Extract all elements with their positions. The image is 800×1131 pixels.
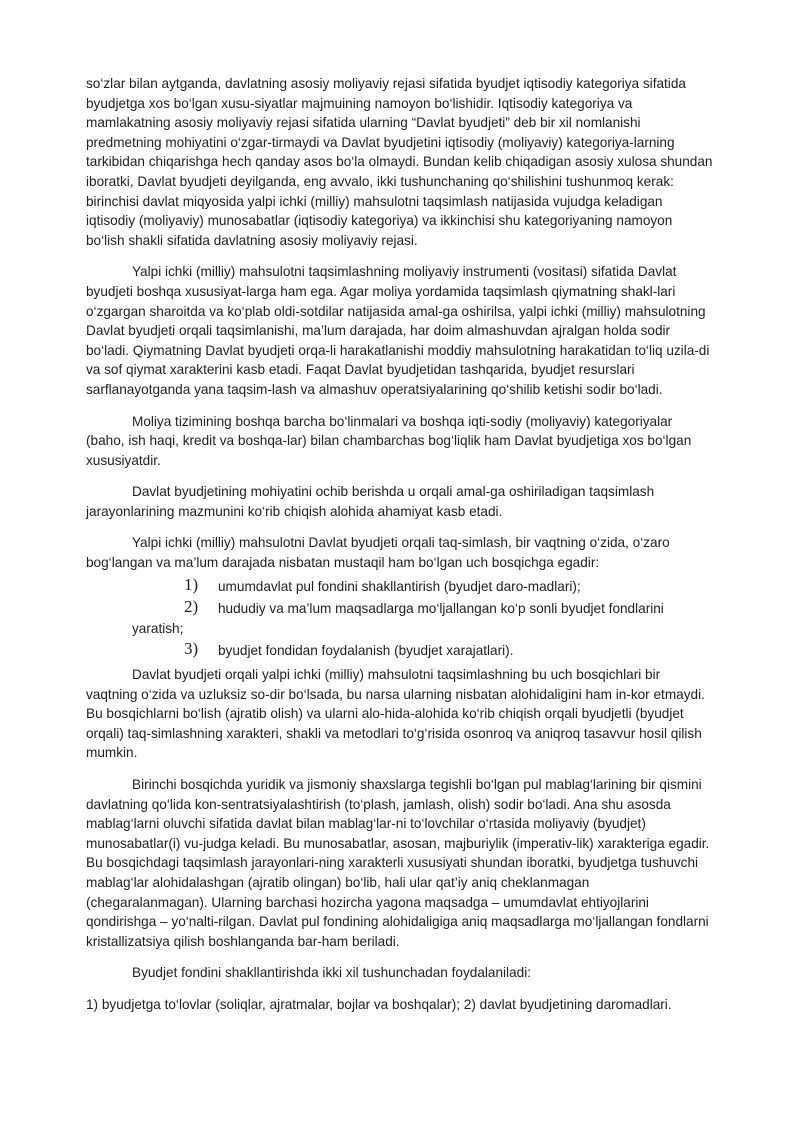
stage-list [86,574,714,661]
paragraph: so‘zlar bilan aytganda, davlatning asosiy moliyaviy rejasi sifatida byudjet iqtisodiy kategoriya sifatida byudjetga xos bo‘lgan xusu-siyatlar majmuining namoyon bo‘lishidir. Iqtisodiy kategoriya va mamlakatning asosiy moliyaviy rejasi sifatida ularning “Davlat byudjeti” deb bir xil nomlanishi predmetning mohiyatini o‘zgar-tirmaydi va Davlat byudjetini iqtisodiy (moliyaviy) kategoriya-larning tarkibidan chiqarishga hech qanday asos bo‘la olmaydi. Bundan kelib chiqadigan asosiy xulosa shundan iboratki, Davlat byudjeti deyilganda, eng avvalo, ikki tushunchaning qo‘shilishini tushunmoq kerak: birinchisi davlat miqyosida yalpi ichki (milliy) mahsulotni taqsimlash natijasida vujudga keladigan iqtisodiy (moliyaviy) munosabatlar (iqtisodiy kategoriya) va ikkinchisi shu kategoriyaning namoyon bo‘lish shakli sifatida davlatning asosiy moliyaviy rejasi. [86,76,713,248]
list-item [86,641,714,661]
list-item [86,599,714,638]
paragraph: Moliya tizimining boshqa barcha bo‘linmalari va boshqa iqti-sodiy (moliyaviy) kategoriyalar (baho, ish haqi, kredit va boshqa-lar) bilan chambarchas bog‘liqlik ham Davlat byudjetiga xos bo‘lgan xususiyatdir. [86,413,692,468]
paragraph: Byudjet fondini shakllantirishda ikki xil tushunchadan foydalaniladi: [132,965,531,981]
paragraph: Davlat byudjeti orqali yalpi ichki (milliy) mahsulotni taqsimlashning bu uch bosqichlari bir vaqtning o‘zida va uzluksiz so-dir bo‘lsada, bu narsa ularning nisbatan alohidaligini ham in-kor etmaydi. Bu bosqichlarni bo‘lish (ajratib olish) va ularni alo-hida-alohida ko‘rib chiqish orqali byudjetli (byudjet orqali) taq-simlashning xarakteri, shakli va metodlari to‘g‘risida osonroq va aniqroq tasavvur hosil qilish mumkin. [86,667,705,761]
list-item-text: hududiy va ma’lum maqsadlarga mo‘ljallangan ko‘p sonli byudjet fondlarini [218,601,664,617]
paragraph: 1) byudjetga to‘lovlar (soliqlar, ajratmalar, bojlar va boshqalar); 2) davlat byudjetining daromadlari. [86,996,672,1012]
paragraph: Yalpi ichki (milliy) mahsulotni Davlat byudjeti orqali taq-simlash, bir vaqtning o‘zida, o‘zaro bog‘langan va ma’lum darajada nisbatan mustaqil ham bo‘lgan uch bosqichga egadir: [86,535,670,571]
list-number: 2) [184,597,199,617]
paragraph: Davlat byudjetining mohiyatini ochib berishda u orqali amal-ga oshiriladigan taqsimlash jarayonlarining mazmunini ko‘rib chiqish alohida ahamiyat kasb etadi. [86,484,655,519]
paragraph: Birinchi bosqichda yuridik va jismoniy shaxslarga tegishli bo‘lgan pul mablag‘larining bir qismini davlatning qo‘lida kon-sentratsiyalashtirish (to‘plash, jamlash, olish) sodir bo‘ladi. Ana shu asosda mablag‘larni oluvchi sifatida davlat bilan mablag‘lar-ni to‘lovchilar o‘rtasida moliyaviy (byudjet) munosabatlar(i) vu-judga keladi. Bu munosabatlar, asosan, majburiylik (imperativ-lik) xarakteriga egadir. Bu bosqichdagi taqsimlash jarayonlari-ning xarakterli xususiyati shundan iboratki, byudjetga tushuvchi mablag‘lar alohidalashgan (ajratib olingan) bo‘lib, hali ular qat’iy aniq cheklanmagan (chegaralanmagan). Ularning barchasi hozircha yagona maqsadga – umumdavlat ehtiyojlarini qondirishga – yo‘nalti-rilgan. Davlat pul fondining alohidaligiga aniq maqsadlarga mo‘ljallangan fondlarni kristallizatsiya qilish boshlanganda bar-ham beriladi. [86,777,710,949]
list-item [86,574,714,597]
list-number: 1) [184,574,199,594]
list-item-continuation: yaratish; [132,620,184,636]
list-item-text: umumdavlat pul fondini shakllantirish (byudjet daro-madlari); [218,578,581,594]
list-number: 3) [184,639,199,659]
list-item-text: byudjet fondidan foydalanish (byudjet xarajatlari). [218,643,514,659]
paragraph: Yalpi ichki (milliy) mahsulotni taqsimlashning moliyaviy instrumenti (vositasi) sifatida Davlat byudjeti boshqa xususiyat-larga ham ega. Agar moliya yordamida taqsimlash qiymatning shakl-lari o‘zgargan sharoitda va ko‘plab oldi-sotdilar natijasida amal-ga oshirilsa, yalpi ichki (milliy) mahsulotning Davlat byudjeti orqali taqsimlanishi, ma’lum darajada, har doim almashuvdan ajralgan holda sodir bo‘ladi. Qiymatning Davlat byudjeti orqa-li harakatlanishi moddiy mahsulotning harakatidan to‘liq uzila-di va sof qiymat xarakterini kasb etadi. Faqat Davlat byudjetidan tashqarida, byudjet resurslari sarflanayotganda yana taqsim-lash va almashuv operatsiyalarining qo‘shilib ketishi sodir bo‘ladi. [86,264,710,397]
